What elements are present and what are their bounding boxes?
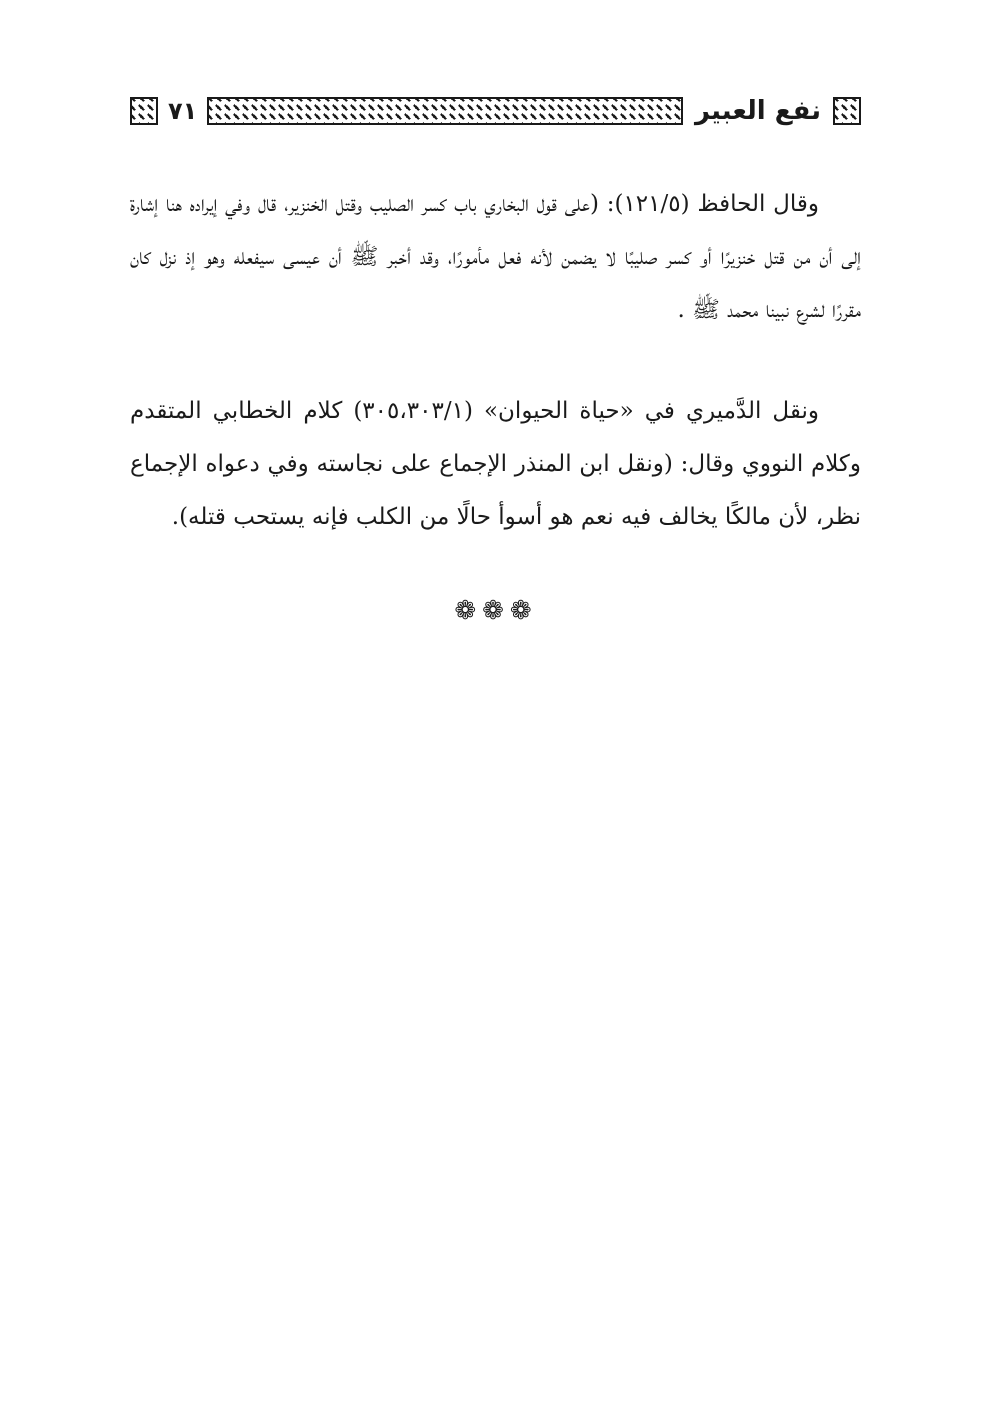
section-divider-ornament: ❁❁❁ <box>454 596 538 626</box>
ornament-left <box>130 97 158 125</box>
page-number: ٧١ <box>168 97 198 125</box>
paragraph-2 <box>130 385 861 544</box>
ornament-right <box>833 97 861 125</box>
page-header <box>130 94 861 128</box>
book-title: نفع العبير <box>694 96 821 126</box>
paragraph-1 <box>130 178 861 337</box>
paragraph-text: وقال الحافظ (١٢١/٥): (على قول البخاري باب كسر الصليب وقتل الخنزير، قال وفي إيراده هنا إشارة إلى أن من قتل خنزيرًا أو كسر صليبًا لا يضمن لأنه فعل مأمورًا، وقد أخبر ﷺ أن عيسى سيفعله وهو إذ نزل كان مقررًا لشرع نبينا محمد ﷺ . <box>130 191 861 323</box>
paragraph-text: ونقل الدَّميري في «حياة الحيوان» (٣٠٥،٣٠٣/١) كلام الخطابي المتقدم وكلام النووي وقال: (ونقل ابن المنذر الإجماع على نجاسته وفي دعواه الإجماع نظر، لأن مالكًا يخالف فيه نعم هو أسوأ حالًا من الكلب فإنه يستحب قتله). <box>130 398 861 530</box>
ornament-band <box>207 97 683 125</box>
